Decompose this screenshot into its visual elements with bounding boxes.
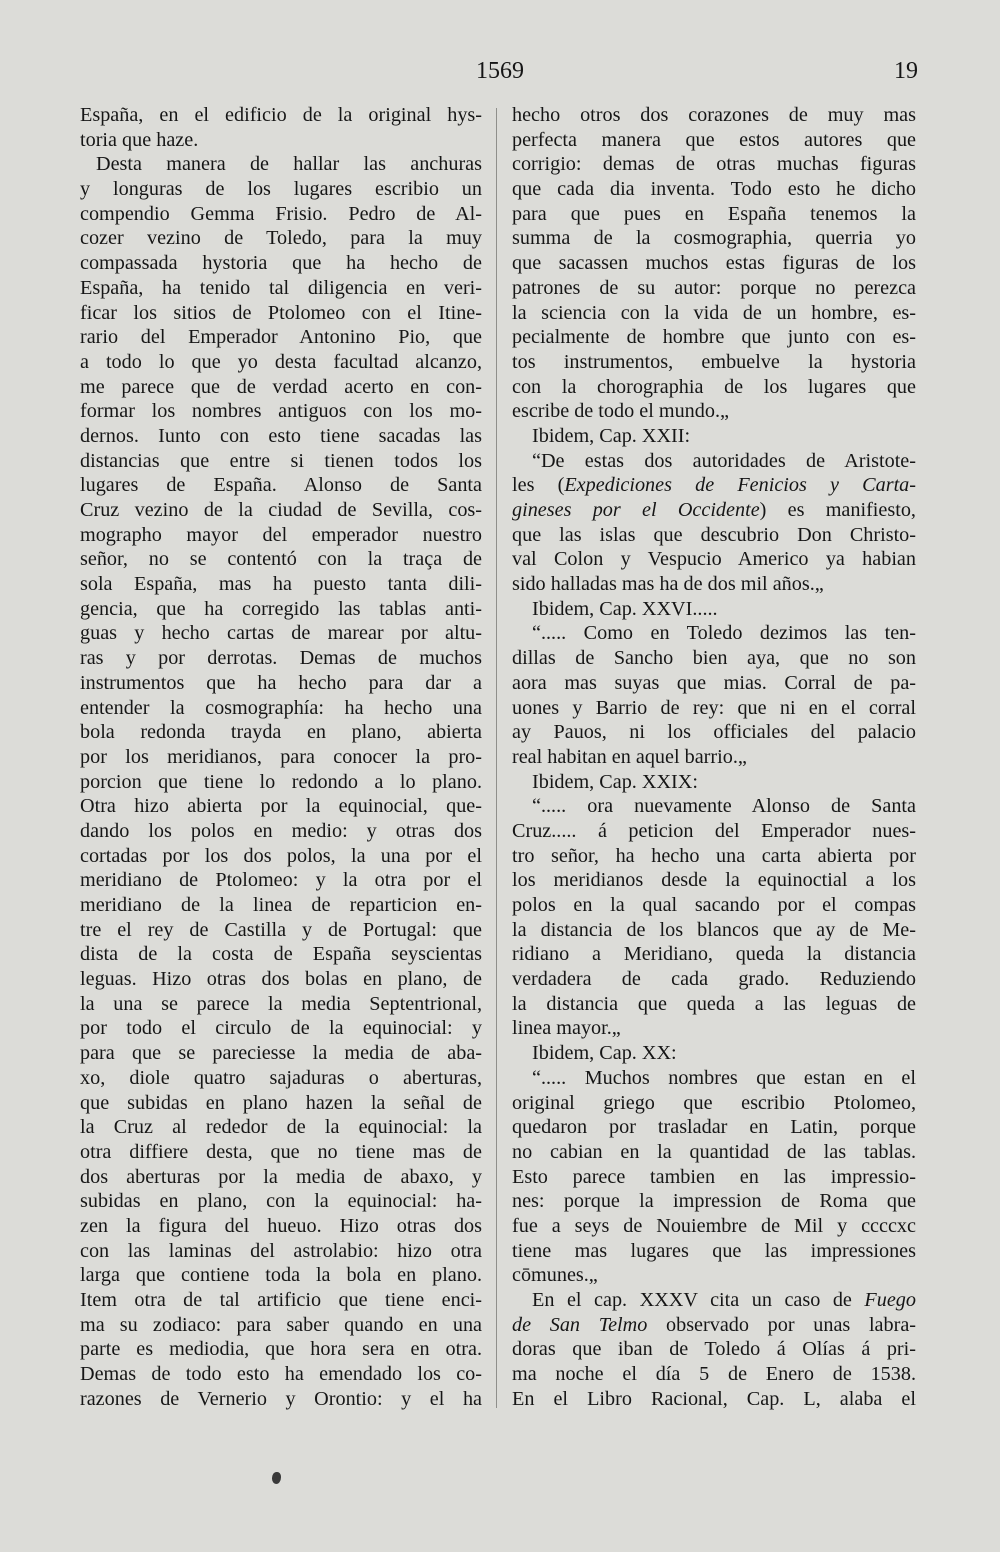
text-line: nes: porque la impression de Roma que (512, 1190, 916, 1213)
text-line: España, en el edificio de la original hys- (80, 104, 482, 126)
text-line: formar los nombres antiguos con los mo- (80, 400, 482, 423)
left-text-column (80, 103, 482, 1411)
text-line: linea mayor.„ (512, 1017, 621, 1040)
text-line: cozer vezino de Toledo, para la muy (80, 227, 482, 250)
text-line: cōmunes.„ (512, 1264, 598, 1287)
text-line: Otra hizo abierta por la equinocial, que- (80, 795, 482, 818)
text-line: zen la figura del hueuo. Hizo otras dos (80, 1214, 482, 1237)
text-line: ridiano a Meridiano, queda la distancia (512, 943, 916, 966)
text-line: gencia, que ha corregido las tablas anti- (80, 597, 482, 620)
text-line: mographo mayor del emperador nuestro (80, 523, 482, 546)
text-line: corrigio: demas de otras muchas figuras (512, 153, 916, 176)
running-head-year: 1569 (476, 58, 524, 84)
text-line: me parece que de verdad acerto en con- (80, 375, 482, 398)
text-line: entender la cosmographía: ha hecho una (80, 696, 482, 719)
ink-speck (272, 1472, 281, 1484)
text-line: “De estas dos autoridades de Aristote- (532, 449, 916, 472)
text-line: pecialmente de hombre que junto con es- (512, 326, 916, 349)
text-line: fue a seys de Nouiembre de Mil y ccccxc (512, 1214, 916, 1237)
text-line: porcion que tiene lo redondo a lo plano. (80, 770, 482, 793)
text-line: otra diffiere desta, que no tiene mas de (80, 1140, 482, 1163)
text-line: que sacassen muchos estas figuras de los (512, 252, 916, 275)
text-line: ay Pauos, ni los officiales del palacio (512, 721, 916, 744)
text-line: a todo lo que yo desta facultad alcanzo, (80, 350, 482, 373)
text-line: compassada hystoria que ha hecho de (80, 252, 482, 275)
text-line: que cada dia inventa. Todo esto he dicho (512, 178, 916, 201)
text-line: ma noche el día 5 de Enero de 1538. (512, 1363, 916, 1386)
text-line: subidas en plano, con la equinocial: ha- (80, 1190, 482, 1213)
text-line: la distancia de los blancos que ay de Me- (512, 918, 916, 941)
text-line: meridiano de la linea de reparticion en- (80, 894, 482, 916)
text-line: distancias que entre si tienen todos los (80, 449, 482, 472)
text-line: quedaron por trasladar en Latin, porque (512, 1116, 916, 1139)
text-line: summa de la cosmographia, querria yo (512, 227, 916, 250)
text-line: instrumentos que ha hecho para dar a (80, 671, 482, 694)
text-line: larga que contiene toda la bola en plano. (80, 1264, 482, 1287)
text-line: razones de Vernerio y Orontio: y el ha (80, 1387, 482, 1410)
text-line: la Cruz al rededor de la equinocial: la (80, 1116, 482, 1139)
text-line: compendio Gemma Frisio. Pedro de Al- (80, 202, 482, 225)
text-line: les (Expediciones de Fenicios y Carta- (512, 474, 916, 497)
page-header (70, 58, 930, 94)
text-line: polos en la qual sacando por el compas (512, 894, 916, 916)
text-line: sola España, mas ha puesto tanta dili- (80, 573, 482, 596)
text-line: Ibidem, Cap. XXIX: (532, 770, 698, 793)
text-line: tos instrumentos, embuelve la hystoria (512, 350, 916, 373)
text-line: la una se parece la media Septentrional, (80, 992, 482, 1015)
text-line: leguas. Hizo otras dos bolas en plano, de (80, 968, 482, 991)
text-line: Esto parece tambien en las impressio- (512, 1165, 916, 1188)
text-line: original griego que escribio Ptolomeo, (512, 1091, 916, 1114)
text-line: dista de la costa de España seyscientas (80, 943, 482, 966)
text-line: sido halladas mas ha de dos mil años.„ (512, 573, 824, 596)
text-line: toria que haze. (80, 128, 199, 151)
text-line: Desta manera de hallar las anchuras (96, 153, 482, 176)
text-line: “..... Muchos nombres que estan en el (532, 1066, 916, 1089)
text-line: España, ha tenido tal diligencia en veri- (80, 276, 482, 299)
text-line: que subidas en plano hazen la señal de (80, 1091, 482, 1114)
text-line: con la chorographia de los lugares que (512, 375, 916, 398)
text-line: Ibidem, Cap. XXII: (532, 424, 691, 447)
right-text-column (512, 103, 916, 1411)
text-line: por los meridianos, para conocer la pro- (80, 745, 482, 768)
text-line: de San Telmo observado por unas labra- (512, 1313, 916, 1336)
text-line: verdadera de cada grado. Reduziendo (512, 968, 916, 991)
text-line: patrones de su autor: porque no perezca (512, 276, 916, 299)
text-line: dillas de Sancho bien aya, que no son (512, 647, 916, 670)
text-line: aora mas suyas que mias. Corral de pa- (512, 671, 916, 694)
text-line: dando los polos en medio: y otras dos (80, 819, 482, 842)
text-line: En el cap. XXXV cita un caso de Fuego (532, 1289, 916, 1311)
column-divider (496, 108, 497, 1408)
text-line: ras y por derrotas. Demas de muchos (80, 647, 482, 670)
text-line: gineses por el Occidente) es manifiesto, (512, 499, 916, 521)
text-line: con las laminas del astrolabio: hizo otra (80, 1239, 482, 1262)
text-line: bola redonda trayda en plano, abierta (80, 721, 482, 744)
text-line: los meridianos desde la equinoctial a los (512, 869, 916, 892)
text-line: val Colon y Vespucio Americo ya habian (512, 548, 916, 571)
text-line: guas y hecho cartas de marear por altu- (80, 622, 482, 645)
page-number: 19 (894, 58, 918, 84)
text-line: Cruz..... á peticion del Emperador nues- (512, 819, 916, 842)
text-line: dos aberturas por la media de abaxo, y (80, 1165, 482, 1188)
text-line: tro señor, ha hecho una carta abierta por (512, 844, 916, 867)
text-line: “..... Como en Toledo dezimos las ten- (532, 622, 916, 645)
text-line: la distancia que queda a las leguas de (512, 992, 916, 1015)
text-line: lugares de España. Alonso de Santa (80, 474, 482, 497)
text-line: cortadas por los dos polos, la una por el (80, 844, 482, 867)
text-line: que las islas que descubrio Don Christo- (512, 523, 916, 546)
text-line: ma su zodiaco: para saber quando en una (80, 1313, 482, 1336)
text-line: meridiano de Ptolomeo: y la otra por el (80, 869, 482, 892)
text-line: tre el rey de Castilla y de Portugal: que (80, 918, 482, 941)
text-line: uones y Barrio de rey: que ni en el corral (512, 696, 916, 719)
text-line: “..... ora nuevamente Alonso de Santa (532, 795, 916, 818)
text-line: por todo el circulo de la equinocial: y (80, 1017, 482, 1040)
text-line: doras que iban de Toledo á Olías á pri- (512, 1338, 916, 1361)
text-line: hecho otros dos corazones de muy mas (512, 104, 916, 126)
text-line: Ibidem, Cap. XXVI..... (532, 597, 718, 620)
text-line: para que se pareciesse la media de aba- (80, 1042, 482, 1065)
text-line: tiene mas lugares que las impressiones (512, 1239, 916, 1262)
text-line: ficar los sitios de Ptolomeo con el Itine- (80, 301, 482, 324)
text-line: real habitan en aquel barrio.„ (512, 745, 747, 768)
text-line: escribe de todo el mundo.„ (512, 400, 729, 423)
text-line: y longuras de los lugares escribio un (80, 178, 482, 201)
text-line: no cabian en la quantidad de las tablas. (512, 1140, 916, 1163)
text-line: dernos. Iunto con esto tiene sacadas las (80, 424, 482, 447)
text-line: En el Libro Racional, Cap. L, alaba el (512, 1387, 916, 1410)
text-line: para que pues en España tenemos la (512, 202, 916, 225)
text-line: Item otra de tal artificio que tiene enci- (80, 1289, 482, 1311)
text-line: Cruz vezino de la ciudad de Sevilla, cos- (80, 499, 482, 521)
text-line: señor, no se contentó con la traça de (80, 548, 482, 571)
text-line: xo, diole quatro sajaduras o aberturas, (80, 1066, 482, 1089)
text-line: Demas de todo esto ha emendado los co- (80, 1363, 482, 1386)
text-line: perfecta manera que estos autores que (512, 128, 916, 151)
text-line: parte es mediodia, que hora sera en otra. (80, 1338, 482, 1361)
text-line: la sciencia con la vida de un hombre, es- (512, 301, 916, 324)
text-line: rario del Emperador Antonino Pio, que (80, 326, 482, 349)
text-line: Ibidem, Cap. XX: (532, 1042, 677, 1065)
